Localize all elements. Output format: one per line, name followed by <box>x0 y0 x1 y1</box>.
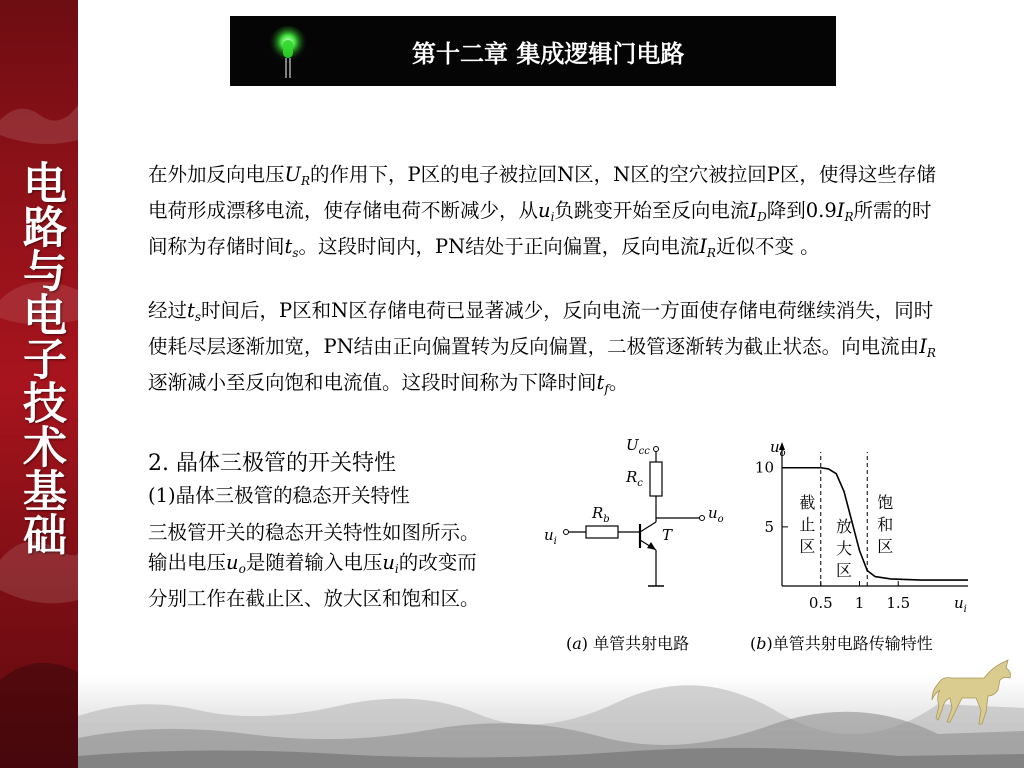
common-emitter-circuit-diagram <box>540 436 740 602</box>
rc-resistor <box>650 462 662 496</box>
region-label: 饱 <box>877 493 894 512</box>
section-title: 2. 晶体三极管的开关特性 <box>148 451 396 476</box>
region-label: 区 <box>877 537 894 556</box>
y-tick-label: 10 <box>754 458 774 477</box>
region-label: 区 <box>799 537 816 556</box>
sidebar <box>0 0 78 768</box>
header-bar <box>230 16 836 86</box>
emitter-arrow <box>647 542 656 550</box>
region-label: 和 <box>877 515 894 534</box>
x-tick-label: 0.5 <box>808 594 833 612</box>
paragraph-storage-time: 在外加反向电压$U_R$的作用下，P区的电子被拉回N区，N区的空穴被拉回P区，使得这些存储电荷形成漂移电流，使存储电荷不断减少，从$u_i$负跳变开始至反向电流$I_D$降到$0.9I_R$所需的时间称为存储时间$t_s$。这段时间内，PN结处于正向偏置，反向电流$I_R$近似不变 。 <box>148 163 936 260</box>
rb-label: $R_b$ <box>592 504 610 525</box>
ui-label: $u_i$ <box>544 526 557 547</box>
uo-label: $u_o$ <box>708 504 724 525</box>
x-axis-label: $u_i$ <box>954 594 967 615</box>
ucc-label: $U_{cc}$ <box>626 436 650 457</box>
region-label: 截 <box>799 493 816 512</box>
transfer-characteristic-chart <box>746 436 976 618</box>
region-label: 大 <box>835 539 853 558</box>
paragraph-fall-time: 经过$t_s$时间后，P区和N区存储电荷已显著减少，反向电流一方面使存储电荷继续消失，同时使耗尽层逐渐加宽，PN结由正向偏置转为反向偏置，二极管逐渐转为截止状态。向电流由$I_R$逐渐减小至反向饱和电流值。这段时间称为下降时间$t_f$。 <box>148 299 936 396</box>
rb-resistor <box>586 526 618 538</box>
ucc-terminal <box>654 447 659 452</box>
y-axis-label: $u_o$ <box>770 438 786 459</box>
region-label: 止 <box>799 515 816 534</box>
green-led-icon <box>248 24 308 80</box>
horse-icon <box>928 654 1020 726</box>
ui-terminal <box>564 530 569 535</box>
region-label: 放 <box>835 517 853 536</box>
x-tick-label: 1 <box>854 594 865 612</box>
uo-terminal <box>700 516 705 521</box>
sidebar-title: 电路与电子技术基础 <box>15 160 66 556</box>
section-description: 三极管开关的稳态开关特性如图所示。输出电压$u_o$是随着输入电压$u_i$的改变而分别工作在截止区、放大区和饱和区。 <box>148 521 480 610</box>
caption-chart: (b)单管共射电路传输特性 <box>750 634 933 653</box>
y-tick-label: 5 <box>764 517 774 536</box>
rc-label: $R_c$ <box>626 468 643 489</box>
collector-lead <box>640 522 656 532</box>
page-title: 第十二章 集成逻辑门电路 <box>412 40 685 68</box>
region-label: 区 <box>835 561 853 580</box>
section-subtitle: (1)晶体三极管的稳态开关特性 <box>148 484 410 507</box>
caption-circuit: (a) 单管共射电路 <box>566 634 690 653</box>
x-tick-label: 1.5 <box>886 594 911 612</box>
landscape-decoration <box>78 676 1024 768</box>
transistor-label: T <box>662 526 673 544</box>
